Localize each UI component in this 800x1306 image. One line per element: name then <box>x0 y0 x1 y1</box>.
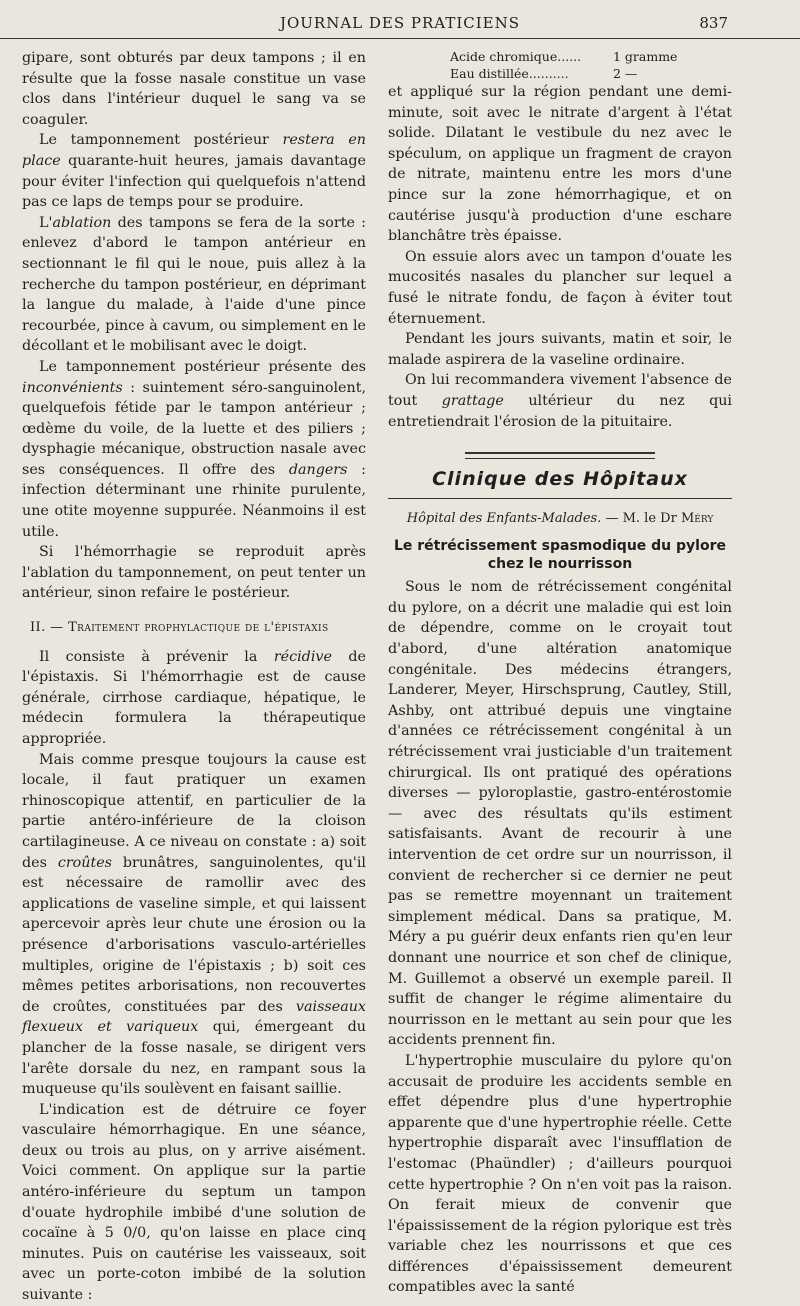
text-run: de l'épistaxis. Si l'hémorrhagie est de cause générale, cirrhose cardiaque, hépatique, le médecin formulera la thérapeutique appropriée. <box>22 648 366 747</box>
paragraph: Pendant les jours suivants, matin et soir, le malade aspirera de la vaseline ordinaire. <box>388 331 732 368</box>
page-number: 837 <box>699 14 728 32</box>
hospital-name: Hôpital des Enfants-Malades. <box>406 510 602 526</box>
paragraph <box>22 213 366 357</box>
paragraph: L'hypertrophie musculaire du pylore qu'on accusait de produire les accidents semble en effet dépendre plus d'une hypertrophie apparente que d'une hypertrophie réelle. Cette hypertrophie disparaît avec l'insufflation de l'estomac (Phaündler) ; d'ailleurs pourquoi cette hypertrophie ? On n'en voit pas la raison. On ferait mieux de convenir que l'épaississement de la région pylorique est très variable chez les nourrissons et que ces différences d'épaississement demeurent compatibles avec la santé <box>388 1052 732 1296</box>
text-run: Le tamponnement postérieur présente des <box>39 358 366 375</box>
paragraph: et appliqué sur la région pendant une demi-minute, soit avec le nitrate d'argent à l'état solide. Dilatant le vestibule du nez avec le spéculum, on applique un fragment de crayon de nitrate, maintenu entre les mors d'une pince sur la zone hémorrhagique, et on cautérise jusqu'à production d'une eschare blanchâtre très épaisse. <box>388 84 732 245</box>
paragraph: L'indication est de détruire ce foyer vasculaire hémorrhagique. En une séance, deux ou trois au plus, on y arrive aisément. Voici comment. On applique sur la partie antéro-inférieure du septum un tampon d'ouate hydrophile imbibé d'une solution de cocaïne à 5 0/0, qu'on laisse en place cinq minutes. Puis on cautérise les vaisseaux, soit avec un porte-coton imbibé de la solution suivante : <box>22 1101 366 1304</box>
recipe-row <box>450 48 732 65</box>
section-title: Clinique des Hôpitaux <box>432 468 688 491</box>
text-run: Le tamponnement postérieur <box>39 132 283 149</box>
italic-run: ablation <box>52 214 112 231</box>
article-title-line: chez le nourrisson <box>487 556 633 573</box>
text-run: brunâtres, sanguinolentes, qu'il est nécessaire de ramollir avec des applications de vaseline simple, et qui laissent apercevoir après leur chute une érosion ou la présence d'arborisations vasculo-artérielles multiples, origine de l'épistaxis ; b) soit ces mêmes petites arborisations, non recouvertes de croûtes, constituées par des <box>22 854 367 1015</box>
text-run: qui, émergeant du plancher de la fosse nasale, se dirigent vers l'arête dorsale du nez, en rampant sous la muqueuse qu'ils soulèvent en faisant saillie. <box>22 1019 366 1098</box>
journal-title: JOURNAL DES PRATICIENS <box>279 14 521 32</box>
text-run: L' <box>39 214 53 231</box>
paragraph: Si l'hémorrhagie se reproduit après l'ablation du tamponnement, on peut tenter un antérieur, sinon refaire le postérieur. <box>22 544 366 602</box>
text-run: Il consiste à prévenir la <box>39 648 274 665</box>
text-run: — M. le Dr <box>601 510 681 526</box>
paragraph <box>388 370 732 432</box>
decorative-rule <box>465 452 655 459</box>
left-column <box>22 48 366 1306</box>
text-run: : infection déterminant une rhinite purulente, une otite moyenne suppurée. Néanmoins il est utile. <box>22 461 366 540</box>
recipe-quantity: 2 — <box>613 66 638 81</box>
article-title-line: Le rétrécissement spasmodique du pylore <box>393 538 726 555</box>
paragraph <box>22 647 366 750</box>
italic-run: vaisseaux flexueux et variqueux <box>22 998 366 1036</box>
italic-run: grattage <box>441 392 504 409</box>
italic-run: restera en place <box>22 132 366 169</box>
divider <box>388 498 732 499</box>
paragraph <box>22 357 366 542</box>
text-run: Mais comme presque toujours la cause est locale, il faut pratiquer un examen rhinoscopique attentif, en particulier de la partie antéro-inférieure de la cloison cartilagineuse. A ce niveau on constate : a) soit des <box>22 751 366 871</box>
author-name: Méry <box>680 510 714 526</box>
italic-run: dangers <box>288 461 348 478</box>
text-run: ultérieur du nez qui entretiendrait l'érosion de la pituitaire. <box>388 392 732 430</box>
text-run: : suintement séro-sanguinolent, quelquefois fétide par le tampon antérieur ; œdème du voile, de la luette et des piliers ; dysphagie mécanique, obstruction nasale avec ses conséquences. Il offre des <box>22 379 366 478</box>
recipe-row <box>450 65 732 82</box>
recipe-ingredient: Acide chromique...... <box>450 49 582 64</box>
italic-run: récidive <box>273 648 332 665</box>
text-run: quarante-huit heures, jamais davantage pour éviter l'infection qui quelquefois n'attend pas ce laps de temps pour se produire. <box>22 152 366 211</box>
italic-run: croûtes <box>57 854 113 871</box>
text-run: des tampons se fera de la sorte : enlevez d'abord le tampon antérieur en sectionnant le fil qui le noue, puis allez à la recherche du tampon postérieur, en déprimant la langue du malade, à l'aide d'une pince recourbée, pince à cavum, ou simplement en le décollant et le mobilisant avec le doigt. <box>22 214 366 355</box>
paragraph: On essuie alors avec un tampon d'ouate les mucosités nasales du plancher sur lequel a fusé le nitrate fondu, de façon à éviter tout éternuement. <box>388 248 732 327</box>
italic-run: inconvénients <box>22 379 123 396</box>
hospital-line <box>388 509 732 530</box>
right-column <box>388 48 732 1298</box>
section-heading: II. — Traitement prophylactique de l'épistaxis <box>30 620 329 636</box>
article-title <box>388 537 732 573</box>
recipe-block <box>450 48 732 82</box>
paragraph <box>22 130 366 212</box>
text-run: On lui recommandera vivement l'absence de tout <box>388 372 732 409</box>
paragraph: gipare, sont obturés par deux tampons ; il en résulte que la fosse nasale constitue un vase clos dans l'intérieur duquel le sang va se coaguler. <box>22 50 366 128</box>
recipe-quantity: 1 gramme <box>613 49 678 64</box>
paragraph <box>22 750 366 1100</box>
paragraph: Sous le nom de rétrécissement congénital du pylore, on a décrit une maladie qui est loin de dépendre, comme on le croyait tout d'abord, d'une altération anatomique congénitale. Des médecins étrangers, Landerer, Meyer, Hirschsprung, Cautley, Still, Ashby, ont attribué depuis une vingtaine d'années ce rétrécissement congénital à un rétrécissement vrai justiciable d'un traitement chirurgical. Ils ont pratiqué des opérations diverses — pyloroplastie, gastro-entérostomie — avec des résultats qu'ils estiment satisfaisants. Avant de recourir à une intervention de cet ordre sur un nourrisson, il convient de rechercher si ce dernier ne peut pas se remettre moyennant un traitement simplement médical. Dans sa pratique, M. Méry a pu guérir deux enfants rien qu'en leur donnant une nourrice et son chef de clinique, M. Guillemot a observé un exemple pareil. Il suffit de changer le régime alimentaire du nourrisson en le mettant au sein pour que les accidents prennent fin. <box>388 579 732 1049</box>
recipe-ingredient: Eau distillée.......... <box>450 66 569 81</box>
running-header <box>0 8 800 39</box>
